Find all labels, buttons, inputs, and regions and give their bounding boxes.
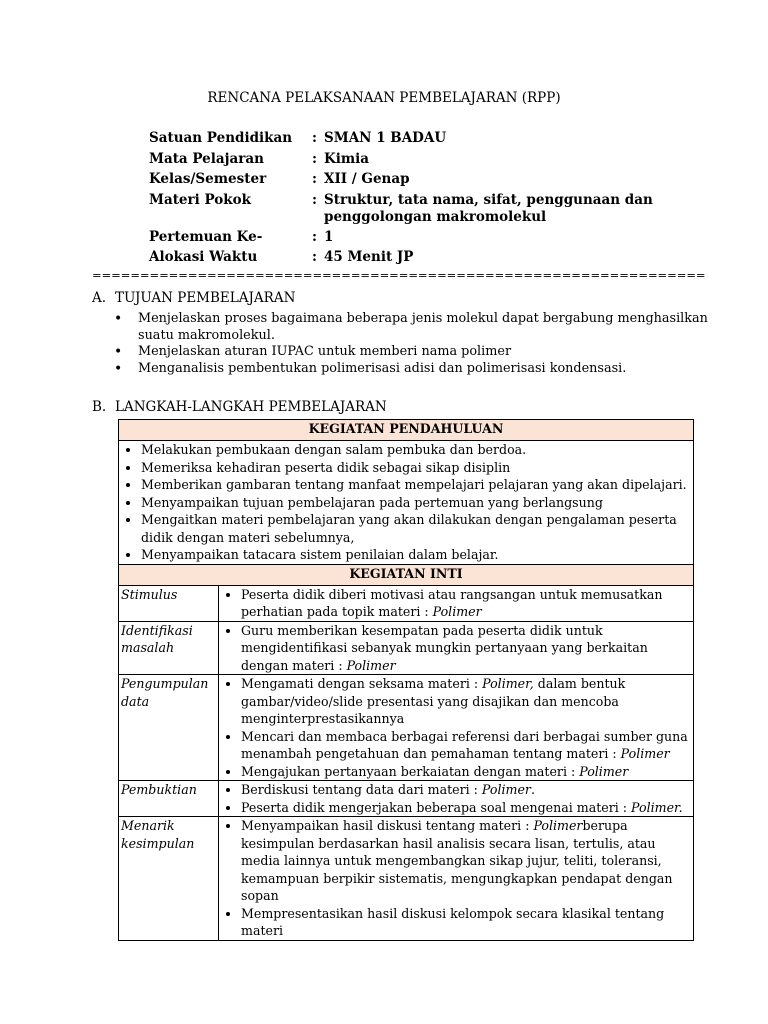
list-item xyxy=(241,799,691,817)
list-item: • Mengaitkan materi pembelajaran yang akan dilakukan dengan pengalaman peserta didik dengan materi sebelumnya, xyxy=(141,511,691,546)
item-emphasis: Polimer, xyxy=(482,676,534,691)
item-text: Berdiskusi tentang data dari materi : xyxy=(241,782,482,797)
identity-colon: : xyxy=(312,130,317,146)
step-list xyxy=(221,586,691,621)
table-row xyxy=(119,621,694,675)
list-item xyxy=(241,763,691,781)
identity-value: 1 xyxy=(324,229,334,245)
section-letter: A. xyxy=(92,290,107,306)
identity-label: Alokasi Waktu xyxy=(149,249,258,265)
identity-colon: : xyxy=(312,151,317,167)
list-item: • Menyampaikan tujuan pembelajaran pada pertemuan yang berlangsung xyxy=(141,494,691,512)
list-item: • Melakukan pembukaan dengan salam pembuka dan berdoa. xyxy=(141,441,691,459)
section-title: LANGKAH-LANGKAH PEMBELAJARAN xyxy=(115,399,387,415)
step-content xyxy=(219,781,694,817)
item-text: Menyampaikan hasil diskusi tentang materi : xyxy=(241,818,534,833)
identity-label: Kelas/Semester xyxy=(149,171,267,187)
item-emphasis: Polimer. xyxy=(631,799,683,815)
item-text-after: dalam bentuk gambar/video/slide presentasi yang disajikan dan mencoba menginterprestasikannya xyxy=(241,676,626,726)
item-text: Mengamati dengan seksama materi : xyxy=(241,676,483,691)
identity-value: Struktur, tata nama, sifat, penggunaan dan xyxy=(324,192,653,208)
identity-colon: : xyxy=(312,192,317,208)
phase-heading-pendahuluan: KEGIATAN PENDAHULUAN xyxy=(119,420,694,441)
section-a-heading xyxy=(92,290,295,306)
list-item: • Memeriksa kehadiran peserta didik sebagai sikap disiplin xyxy=(141,459,691,477)
identity-value-continued: penggolongan makromolekul xyxy=(324,209,547,225)
item-text: Peserta didik diberi motivasi atau rangsangan untuk memusatkan perhatian pada topik materi : xyxy=(241,586,663,619)
table-row xyxy=(119,817,694,941)
list-item: • Memberikan gambaran tentang manfaat mempelajari pelajaran yang akan dipelajari. xyxy=(141,476,691,494)
list-item xyxy=(241,905,691,940)
identity-colon: : xyxy=(312,171,317,187)
section-letter: B. xyxy=(92,399,107,415)
step-label: Identifikasi masalah xyxy=(119,621,219,675)
item-text: Mengajukan pertanyaan berkaiatan dengan materi : xyxy=(241,763,580,779)
identity-value: Kimia xyxy=(324,151,370,167)
list-item: • Menyampaikan tatacara sistem penilaian dalam belajar. xyxy=(141,546,691,564)
list-item: • Menganalisis pembentukan polimerisasi adisi dan polimerisasi kondensasi. xyxy=(114,361,718,378)
identity-value: XII / Genap xyxy=(324,171,410,187)
phase-heading-inti: KEGIATAN INTI xyxy=(119,564,694,585)
list-item xyxy=(241,728,691,763)
step-list xyxy=(221,817,691,940)
section-title: TUJUAN PEMBELAJARAN xyxy=(115,290,296,306)
item-emphasis: Polimer xyxy=(533,818,583,833)
table-row xyxy=(119,585,694,621)
list-item: • Menjelaskan aturan IUPAC untuk memberi nama polimer xyxy=(114,344,718,361)
separator-line: ================================================================ xyxy=(92,268,706,282)
item-text-after: berupa kesimpulan berdasarkan hasil analisis secara lisan, tertulis, atau media lainnya untuk mengembangkan sikap jujur, teliti, toleransi, kemampuan berpikir sistematis, mengungkapkan pendapat dengan sopan xyxy=(241,818,673,903)
identity-value: SMAN 1 BADAU xyxy=(324,130,447,146)
step-content xyxy=(219,585,694,621)
step-label: Pengumpulan data xyxy=(119,675,219,781)
step-label: Pembuktian xyxy=(119,781,219,817)
list-item xyxy=(241,622,691,675)
identity-label: Materi Pokok xyxy=(149,192,251,208)
item-emphasis: Polimer xyxy=(432,604,482,619)
identity-label: Mata Pelajaran xyxy=(149,151,264,167)
identity-value: 45 Menit JP xyxy=(324,249,414,265)
item-emphasis: Polimer xyxy=(481,782,531,797)
item-text: Mencari dan membaca berbagai referensi dari berbagai sumber guna menambah pengetahuan dan pemahaman tentang materi : xyxy=(241,728,688,761)
identity-colon: : xyxy=(312,249,317,265)
item-emphasis: Polimer xyxy=(620,746,670,761)
step-list xyxy=(221,622,691,675)
step-list xyxy=(221,675,691,780)
identity-label: Pertemuan Ke- xyxy=(149,229,263,245)
table-row xyxy=(119,675,694,781)
list-item xyxy=(241,817,691,905)
objectives-list xyxy=(114,311,718,377)
document-title: RENCANA PELAKSANAAN PEMBELAJARAN (RPP) xyxy=(207,90,561,106)
table-row xyxy=(119,781,694,817)
item-text: Guru memberikan kesempatan pada peserta didik untuk mengidentifikasi sebanyak mungkin pertanyaan yang berkaitan dengan materi : xyxy=(241,622,648,673)
identity-label: Satuan Pendidikan xyxy=(149,130,293,146)
item-emphasis: Polimer xyxy=(346,657,396,673)
item-text: Peserta didik mengerjakan beberapa soal mengenai materi : xyxy=(241,799,632,815)
pendahuluan-list xyxy=(121,441,691,564)
identity-colon: : xyxy=(312,229,317,245)
pendahuluan-cell xyxy=(119,441,694,565)
list-item xyxy=(241,781,691,799)
item-text: Mempresentasikan hasil diskusi kelompok secara klasikal tentang materi xyxy=(241,905,665,938)
step-label: Stimulus xyxy=(119,585,219,621)
list-item xyxy=(241,675,691,728)
step-label: Menarik kesimpulan xyxy=(119,817,219,941)
item-emphasis: Polimer xyxy=(579,763,629,779)
item-text-after: . xyxy=(530,782,535,797)
step-list xyxy=(221,781,691,816)
list-item xyxy=(241,586,691,621)
step-content xyxy=(219,621,694,675)
step-content xyxy=(219,817,694,941)
learning-steps-table xyxy=(118,419,694,941)
step-content xyxy=(219,675,694,781)
section-b-heading xyxy=(92,399,387,415)
list-item: • Menjelaskan proses bagaimana beberapa jenis molekul dapat bergabung menghasilkan suatu makromolekul. xyxy=(114,311,718,344)
